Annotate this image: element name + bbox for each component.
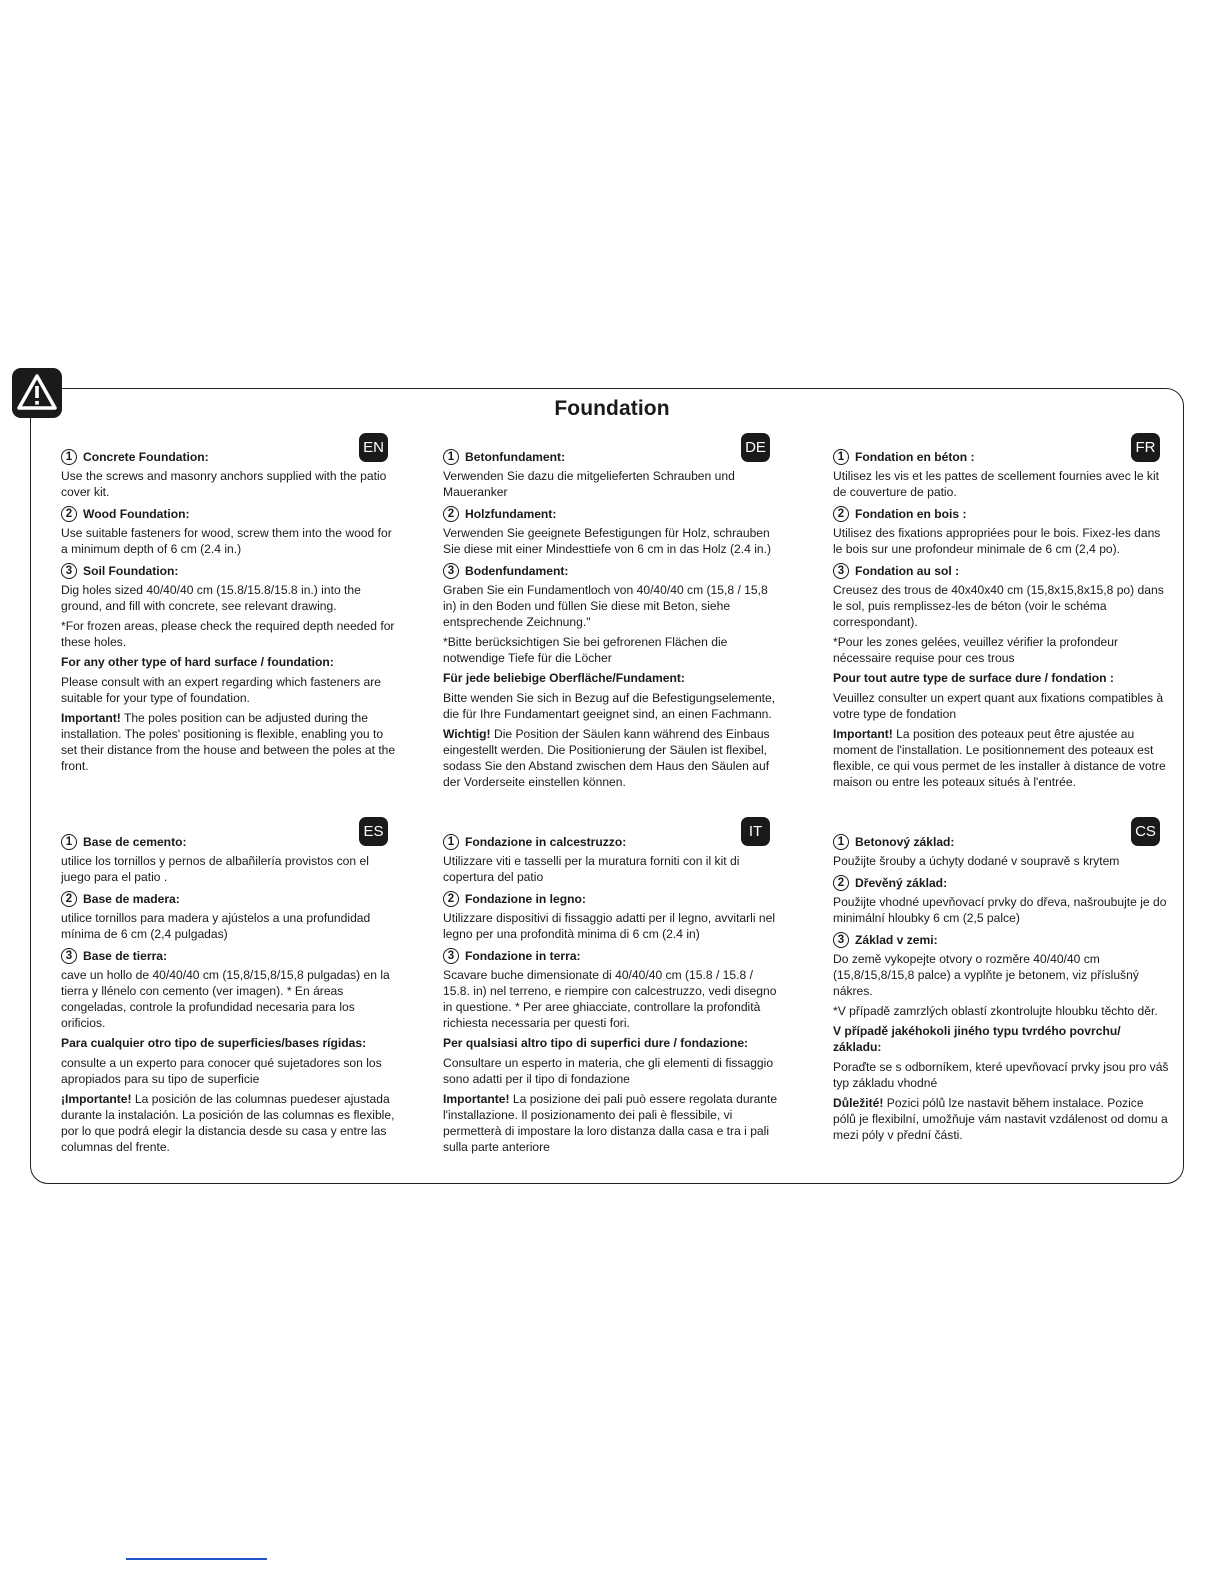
item-text: Utilisez des fixations appropriées pour le bois. Fixez-les dans le bois sur une profondeur minimale de 6 cm (2,4 po). (833, 526, 1161, 556)
item-heading (61, 447, 397, 466)
item-heading (833, 447, 1169, 466)
item-heading (61, 504, 397, 523)
item-heading-text: Base de cemento: (83, 834, 187, 849)
other-surface-heading: For any other type of hard surface / foundation: (61, 655, 334, 669)
important-text: The poles position can be adjusted during the installation. The poles' positioning is flexible, enabling you to set their distance from the house and between the poles at the front. (61, 711, 396, 773)
item-heading-text: Fondazione in calcestruzzo: (465, 834, 627, 849)
item-heading (443, 561, 779, 580)
important-text: La posición de las columnas puedeser ajustada durante la instalación. La posición de las columnas es flexible, por lo que podrá elegir la distancia desde su casa y entre las columnas del frente. (61, 1092, 395, 1154)
page-title: Foundation (554, 397, 670, 420)
section-fr (833, 447, 1169, 794)
step-number-icon: 3 (833, 563, 849, 579)
item-text: Creusez des trous de 40x40x40 cm (15,8x15,8x15,8 po) dans le sol, puis remplissez-les de béton (voir le schéma correspondant). (833, 583, 1164, 629)
step-number-icon: 2 (443, 506, 459, 522)
item-heading (833, 873, 1169, 892)
item-heading-text: Fondazione in legno: (465, 891, 586, 906)
step-number-icon: 2 (61, 891, 77, 907)
item-heading-text: Base de madera: (83, 891, 180, 906)
lang-badge-it: IT (741, 817, 770, 846)
note-text: *V případě zamrzlých oblastí zkontrolujte hloubku těchto děr. (833, 1004, 1158, 1018)
step-number-icon: 1 (833, 449, 849, 465)
important-paragraph (443, 726, 779, 790)
other-surface-text: Poraďte se s odborníkem, které upevňovací prvky jsou pro váš typ základu vhodné (833, 1060, 1169, 1090)
item-heading (443, 504, 779, 523)
section-it (443, 832, 779, 1159)
item-text: Use suitable fasteners for wood, screw them into the wood for a minimum depth of 6 cm (2.4 in.) (61, 526, 392, 556)
step-number-icon: 3 (833, 932, 849, 948)
item-heading (443, 832, 779, 851)
lang-badge-de: DE (741, 433, 770, 462)
item-heading-text: Soil Foundation: (83, 563, 179, 578)
item-text: Use the screws and masonry anchors supplied with the patio cover kit. (61, 469, 387, 499)
item-text: utilice los tornillos y pernos de albañilería provistos con el juego para el patio . (61, 854, 369, 884)
other-surface-text: Veuillez consulter un expert quant aux fixations compatibles à votre type de fondation (833, 691, 1164, 721)
other-surface-heading: Pour tout autre type de surface dure / fondation : (833, 671, 1114, 685)
section-en (61, 447, 397, 778)
important-paragraph (443, 1091, 779, 1155)
item-text: Verwenden Sie geeignete Befestigungen für Holz, schrauben Sie diese mit einer Mindesttiefe von 6 cm in das Holz (2.4 in.) (443, 526, 772, 556)
item-heading (833, 930, 1169, 949)
step-number-icon: 1 (61, 449, 77, 465)
section-cs (833, 832, 1169, 1147)
important-label: ¡Importante! (61, 1092, 132, 1106)
lang-badge-cs: CS (1131, 817, 1160, 846)
lang-badge-fr: FR (1131, 433, 1160, 462)
item-text: cave un hollo de 40/40/40 cm (15,8/15,8/15,8 pulgadas) en la tierra y llénelo con cemento (ver imagen). * En áreas congeladas, controle la profundidad necesaria para los orificios. (61, 968, 390, 1030)
item-heading (443, 447, 779, 466)
important-paragraph (61, 1091, 397, 1155)
other-surface-text: consulte a un experto para conocer qué sujetadores son los apropiados para su tipo de superficie (61, 1056, 382, 1086)
item-heading-text: Fondation en béton : (855, 449, 975, 464)
step-number-icon: 1 (443, 834, 459, 850)
important-label: Importante! (443, 1092, 510, 1106)
item-text: Utilisez les vis et les pattes de scellement fournies avec le kit de couverture de patio. (833, 469, 1159, 499)
section-es (61, 832, 397, 1159)
important-label: Important! (833, 727, 893, 741)
step-number-icon: 1 (61, 834, 77, 850)
item-heading-text: Fondation au sol : (855, 563, 960, 578)
section-de (443, 447, 779, 794)
warning-icon (12, 368, 62, 418)
step-number-icon: 2 (833, 506, 849, 522)
important-label: Wichtig! (443, 727, 491, 741)
item-text: Utilizzare viti e tasselli per la muratura forniti con il kit di copertura del patio (443, 854, 740, 884)
note-text: *For frozen areas, please check the required depth needed for these holes. (61, 619, 395, 649)
item-heading (833, 504, 1169, 523)
item-text: Použijte vhodné upevňovací prvky do dřeva, našroubujte je do minimální hloubky 6 cm (2,5 palce) (833, 895, 1167, 925)
item-heading-text: Concrete Foundation: (83, 449, 209, 464)
item-text: Graben Sie ein Fundamentloch von 40/40/40 cm (15,8 / 15,8 in) in den Boden und füllen Sie diese mit Beton, siehe entsprechende Zeichnung." (443, 583, 768, 629)
step-number-icon: 3 (443, 563, 459, 579)
other-surface-heading: V případě jakéhokoli jiného typu tvrdého povrchu/ základu: (833, 1024, 1121, 1054)
item-text: Použijte šrouby a úchyty dodané v soupravě s krytem (833, 854, 1120, 868)
item-heading (443, 889, 779, 908)
important-label: Důležité! (833, 1096, 884, 1110)
item-heading-text: Základ v zemi: (855, 932, 938, 947)
other-surface-text: Bitte wenden Sie sich in Bezug auf die Befestigungselemente, die für Ihre Fundamentart geeignet sind, an einen Fachmann. (443, 691, 776, 721)
item-text: Utilizzare dispositivi di fissaggio adatti per il legno, avvitarli nel legno per una profondità minima di 6 cm (2.4 in) (443, 911, 776, 941)
other-surface-heading: Para cualquier otro tipo de superficies/bases rígidas: (61, 1036, 367, 1050)
step-number-icon: 3 (61, 948, 77, 964)
important-text: Pozici pólů lze nastavit během instalace. Pozice pólů je flexibilní, umožňuje vám nastavit vzdálenost od domu a mezi póly v přední části. (833, 1096, 1168, 1142)
item-heading (61, 832, 397, 851)
item-heading-text: Fondation en bois : (855, 506, 967, 521)
item-heading-text: Base de tierra: (83, 948, 168, 963)
important-text: Die Position der Säulen kann während des Einbaus eingestellt werden. Die Positionierung der Säulen ist flexibel, sodass Sie den Abstand zwischen dem Haus den Säulen auf der Vorderseite einstellen können. (443, 727, 770, 789)
item-text: Verwenden Sie dazu die mitgelieferten Schrauben und Maueranker (443, 469, 735, 499)
item-heading (61, 889, 397, 908)
step-number-icon: 2 (443, 891, 459, 907)
step-number-icon: 3 (61, 563, 77, 579)
item-heading (443, 946, 779, 965)
item-heading-text: Dřevěný základ: (855, 875, 948, 890)
other-surface-text: Please consult with an expert regarding which fasteners are suitable for your type of foundation. (61, 675, 381, 705)
item-text: utilice tornillos para madera y ajústelos a una profundidad mínima de 6 cm (2,4 pulgadas) (61, 911, 371, 941)
note-text: *Bitte berücksichtigen Sie bei gefrorenen Flächen die notwendige Tiefe für die Löcher (443, 635, 728, 665)
step-number-icon: 3 (443, 948, 459, 964)
item-text: Scavare buche dimensionate di 40/40/40 cm (15.8 / 15.8 / 15.8. in) nel terreno, e riempire con calcestruzzo, vedi disegno in questione. * Per aree ghiacciate, controllare la profondità richiesta necessaria per questi fori. (443, 968, 777, 1030)
lang-badge-en: EN (359, 433, 388, 462)
footer-link-underline (126, 1558, 267, 1560)
step-number-icon: 1 (443, 449, 459, 465)
step-number-icon: 2 (833, 875, 849, 891)
step-number-icon: 1 (833, 834, 849, 850)
item-heading-text: Bodenfundament: (465, 563, 569, 578)
lang-badge-es: ES (359, 817, 388, 846)
item-text: Dig holes sized 40/40/40 cm (15.8/15.8/15.8 in.) into the ground, and fill with concrete, see relevant drawing. (61, 583, 361, 613)
other-surface-heading: Für jede beliebige Oberfläche/Fundament: (443, 671, 685, 685)
other-surface-text: Consultare un esperto in materia, che gli elementi di fissaggio sono adatti per il tipo di fondazione (443, 1056, 774, 1086)
note-text: *Pour les zones gelées, veuillez vérifier la profondeur nécessaire requise pour ces trous (833, 635, 1119, 665)
important-text: La posizione dei pali può essere regolata durante l'installazione. Il posizionamento dei pali è flessibile, vi permetterà di impostare la loro distanza dalla casa e tra i pali sulla parte anteriore (443, 1092, 778, 1154)
item-heading-text: Fondazione in terra: (465, 948, 581, 963)
important-paragraph (61, 710, 397, 774)
item-heading (833, 561, 1169, 580)
other-surface-heading: Per qualsiasi altro tipo di superfici dure / fondazione: (443, 1036, 749, 1050)
item-text: Do země vykopejte otvory o rozměre 40/40/40 cm (15,8/15,8/15,8 palce) a vyplňte je betonem, viz příslušný nákres. (833, 952, 1139, 998)
important-paragraph (833, 726, 1169, 790)
important-text: La position des poteaux peut être ajustée au moment de l'installation. Le positionnement des poteaux est flexible, ce qui vous permet de les installer à distance de votre maison ou entre les poteaux situés à l'entrée. (833, 727, 1166, 789)
step-number-icon: 2 (61, 506, 77, 522)
item-heading-text: Holzfundament: (465, 506, 557, 521)
item-heading-text: Betonfundament: (465, 449, 566, 464)
item-heading-text: Wood Foundation: (83, 506, 190, 521)
important-label: Important! (61, 711, 121, 725)
item-heading-text: Betonový základ: (855, 834, 955, 849)
item-heading (61, 561, 397, 580)
item-heading (61, 946, 397, 965)
important-paragraph (833, 1095, 1169, 1143)
item-heading (833, 832, 1169, 851)
